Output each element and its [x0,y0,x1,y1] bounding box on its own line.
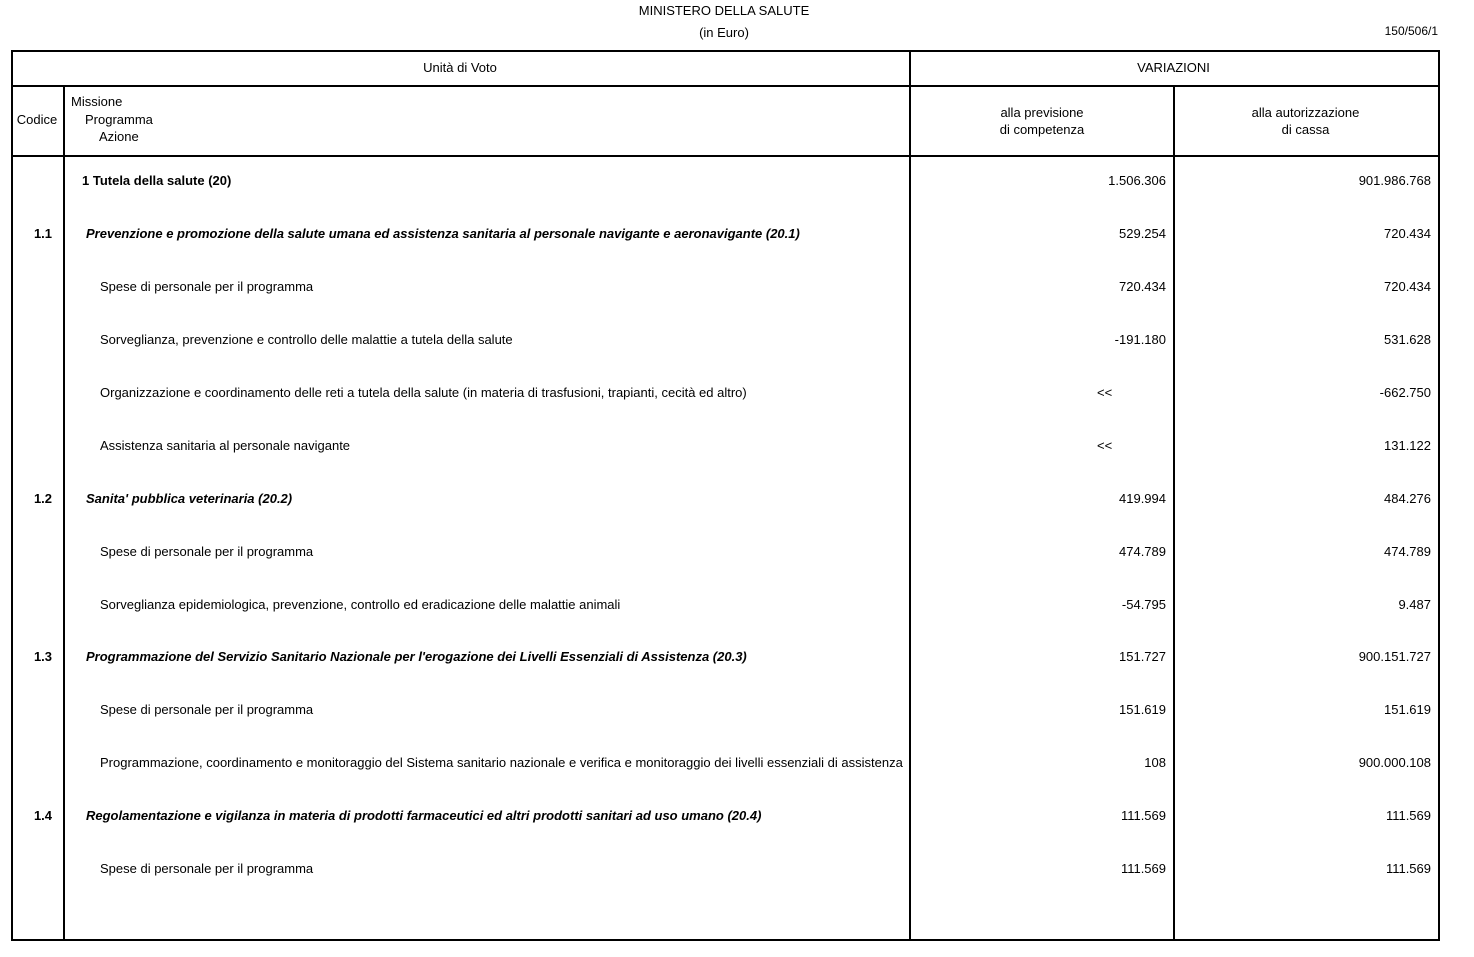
row-code: 1.4 [33,808,53,823]
header-competenza-line1: alla previsione [1000,105,1084,120]
row-label: Programmazione del Servizio Sanitario Nazionale per l'erogazione dei Livelli Essenziali di Assistenza (20.3) [86,649,747,664]
table-row [11,226,1438,266]
currency-unit: (in Euro) [699,25,749,40]
row-label: Prevenzione e promozione della salute umana ed assistenza sanitaria al personale navigante e aeronavigante (20.1) [86,226,800,241]
table-row [11,279,1438,319]
row-competenza: 151.619 [1119,702,1166,717]
header-cassa-line1: alla autorizzazione [1251,105,1360,120]
header-azione: Azione [99,129,139,144]
row-cassa: 111.569 [1385,861,1431,876]
row-cassa: 131.122 [1384,438,1431,453]
row-cassa: 151.619 [1384,702,1431,717]
header-programma: Programma [85,112,153,127]
row-code: 1.1 [33,226,53,241]
row-label: Sanita' pubblica veterinaria (20.2) [86,491,293,506]
row-label: Organizzazione e coordinamento delle reti a tutela della salute (in materia di trasfusioni, trapianti, cecità ed altro) [100,385,747,400]
row-competenza: -191.180 [1114,332,1166,347]
row-cassa: 720.434 [1384,226,1431,241]
row-competenza: 108 [1144,755,1166,770]
row-cassa: 474.789 [1384,544,1431,559]
row-label: Spese di personale per il programma [100,279,314,294]
row-label: Regolamentazione e vigilanza in materia di prodotti farmaceutici ed altri prodotti sanitari ad uso umano (20.4) [86,808,762,823]
row-label: 1 Tutela della salute (20) [82,173,232,188]
row-cassa: 720.434 [1384,279,1431,294]
table-row [11,491,1438,531]
header-divider-bottom [11,155,1438,157]
row-competenza: -54.795 [1121,597,1166,612]
header-competenza [911,104,1173,138]
header-unita-di-voto: Unità di Voto [423,60,497,75]
table-row [11,702,1438,742]
row-competenza: << [1097,438,1113,453]
row-cassa: 531.628 [1384,332,1431,347]
table-row [11,808,1438,848]
table-row [11,861,1438,901]
header-cassa-line2: di cassa [1281,122,1330,137]
header-missione: Missione [71,94,123,109]
table-row [11,755,1438,795]
row-label: Sorveglianza epidemiologica, prevenzione, controllo ed eradicazione delle malattie animali [100,597,621,612]
table-row [11,649,1438,689]
row-label: Sorveglianza, prevenzione e controllo delle malattie a tutela della salute [100,332,513,347]
header-divider-top [11,85,1438,87]
row-label: Spese di personale per il programma [100,702,314,717]
table-row [11,438,1438,478]
row-competenza: << [1097,385,1113,400]
row-cassa: 111.569 [1385,808,1431,823]
row-cassa: 9.487 [1398,597,1431,612]
row-competenza: 151.727 [1119,649,1166,664]
row-label: Assistenza sanitaria al personale navigante [100,438,351,453]
ministry-title: MINISTERO DELLA SALUTE [638,3,810,18]
row-cassa: 901.986.768 [1358,173,1431,188]
row-cassa: 900.000.108 [1358,755,1431,770]
row-competenza: 419.994 [1119,491,1166,506]
header-variazioni: VARIAZIONI [1137,60,1210,75]
row-code: 1.3 [33,649,53,664]
header-competenza-line2: di competenza [999,122,1085,137]
row-competenza: 1.506.306 [1108,173,1166,188]
row-competenza: 529.254 [1119,226,1166,241]
header-cassa [1175,104,1436,138]
row-competenza: 111.569 [1120,808,1166,823]
row-code: 1.2 [33,491,53,506]
table-row [11,597,1438,637]
row-cassa: -662.750 [1379,385,1431,400]
table-row [11,173,1438,213]
row-label: Spese di personale per il programma [100,861,314,876]
row-competenza: 111.569 [1120,861,1166,876]
row-label: Programmazione, coordinamento e monitoraggio del Sistema sanitario nazionale e verifica e monitoraggio dei livelli essenziali di assistenza [100,755,903,770]
header-codice: Codice [16,112,58,127]
table-row [11,385,1438,425]
row-cassa: 900.151.727 [1358,649,1431,664]
table-row [11,332,1438,372]
page-reference: 150/506/1 [1384,24,1438,38]
row-cassa: 484.276 [1384,491,1431,506]
table-row [11,544,1438,584]
row-competenza: 720.434 [1119,279,1166,294]
row-label: Spese di personale per il programma [100,544,314,559]
row-competenza: 474.789 [1119,544,1166,559]
